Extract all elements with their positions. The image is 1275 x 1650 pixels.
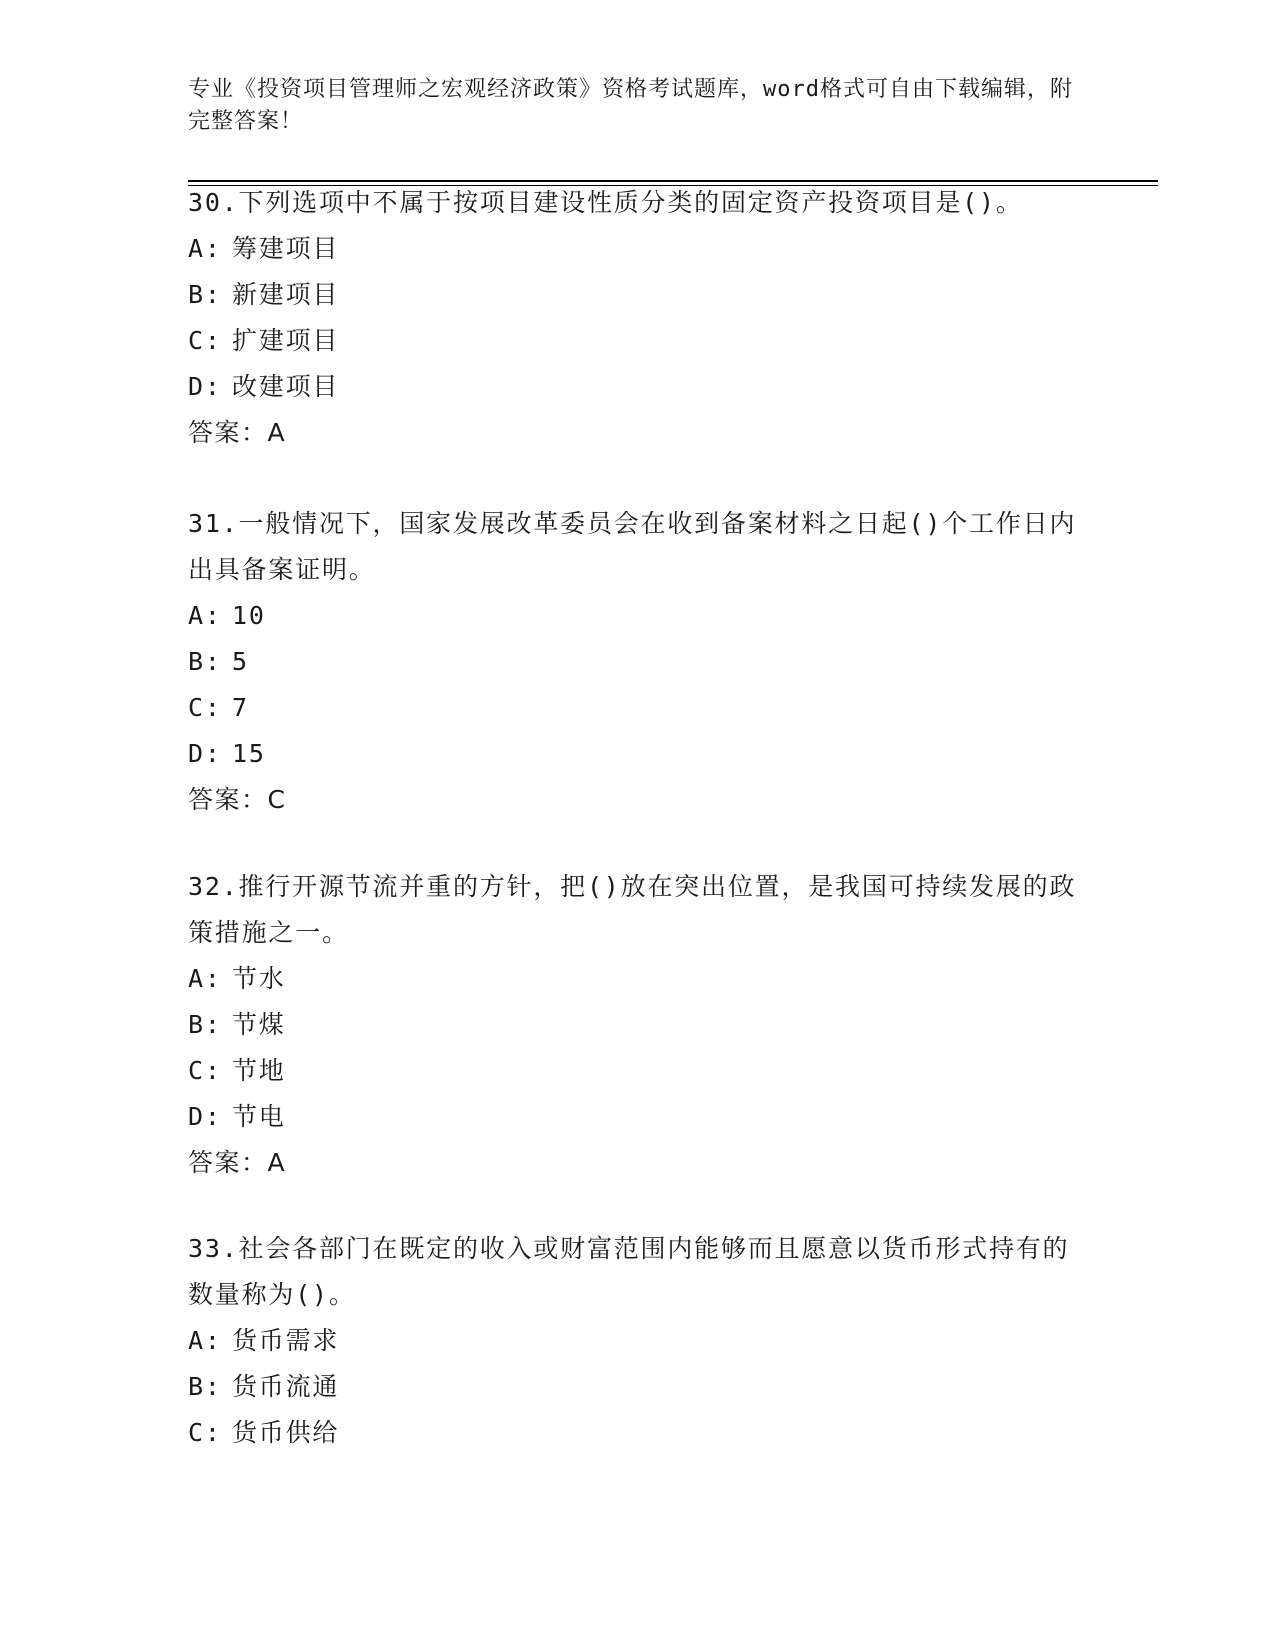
option-letter: B: — [188, 1372, 222, 1401]
option-text: 5 — [232, 647, 249, 676]
option-letter: D: — [188, 372, 222, 401]
option-b — [188, 1364, 1088, 1410]
option-b — [188, 639, 1088, 685]
option-letter: A: — [188, 1326, 222, 1355]
question-stem: 32.推行开源节流并重的方针，把()放在突出位置，是我国可持续发展的政策措施之一。 — [188, 872, 1077, 947]
option-letter: C: — [188, 1418, 222, 1447]
option-letter: B: — [188, 647, 222, 676]
option-text: 10 — [232, 601, 266, 630]
option-text: 货币流通 — [232, 1372, 340, 1401]
option-d — [188, 1094, 1088, 1140]
option-b — [188, 272, 1088, 318]
option-letter: B: — [188, 1010, 222, 1039]
option-c — [188, 1410, 1088, 1456]
option-c — [188, 318, 1088, 364]
option-letter: A: — [188, 964, 222, 993]
option-a — [188, 1318, 1088, 1364]
option-c — [188, 1048, 1088, 1094]
option-text: 改建项目 — [232, 372, 340, 401]
question-31 — [188, 501, 1088, 823]
option-d — [188, 364, 1088, 410]
option-letter: C: — [188, 693, 222, 722]
option-letter: D: — [188, 1102, 222, 1131]
option-letter: A: — [188, 234, 222, 263]
document-intro: 专业《投资项目管理师之宏观经济政策》资格考试题库，word格式可自由下载编辑，附完整答案！ — [188, 77, 1073, 134]
option-text: 货币需求 — [232, 1326, 340, 1355]
option-c — [188, 685, 1088, 731]
answer-line: 答案：A — [188, 418, 287, 447]
option-text: 筹建项目 — [232, 234, 340, 263]
option-text: 节电 — [232, 1102, 286, 1131]
option-letter: B: — [188, 280, 222, 309]
option-letter: C: — [188, 326, 222, 355]
option-text: 新建项目 — [232, 280, 340, 309]
question-32 — [188, 864, 1088, 1186]
question-stem: 31.一般情况下，国家发展改革委员会在收到备案材料之日起()个工作日内出具备案证明。 — [188, 509, 1077, 584]
option-text: 节煤 — [232, 1010, 286, 1039]
option-letter: D: — [188, 739, 222, 768]
option-text: 节地 — [232, 1056, 286, 1085]
option-b — [188, 1002, 1088, 1048]
option-a — [188, 226, 1088, 272]
option-text: 货币供给 — [232, 1418, 340, 1447]
option-a — [188, 956, 1088, 1002]
option-text: 扩建项目 — [232, 326, 340, 355]
answer-line: 答案：A — [188, 1148, 287, 1177]
question-33 — [188, 1226, 1088, 1456]
option-text: 节水 — [232, 964, 286, 993]
option-text: 7 — [232, 693, 249, 722]
question-stem: 30.下列选项中不属于按项目建设性质分类的固定资产投资项目是()。 — [188, 188, 1023, 217]
option-d — [188, 731, 1088, 777]
option-letter: A: — [188, 601, 222, 630]
question-30 — [188, 180, 1088, 456]
option-a — [188, 593, 1088, 639]
option-text: 15 — [232, 739, 266, 768]
option-letter: C: — [188, 1056, 222, 1085]
answer-line: 答案：C — [188, 785, 287, 814]
question-stem: 33.社会各部门在既定的收入或财富范围内能够而且愿意以货币形式持有的数量称为()。 — [188, 1234, 1070, 1309]
